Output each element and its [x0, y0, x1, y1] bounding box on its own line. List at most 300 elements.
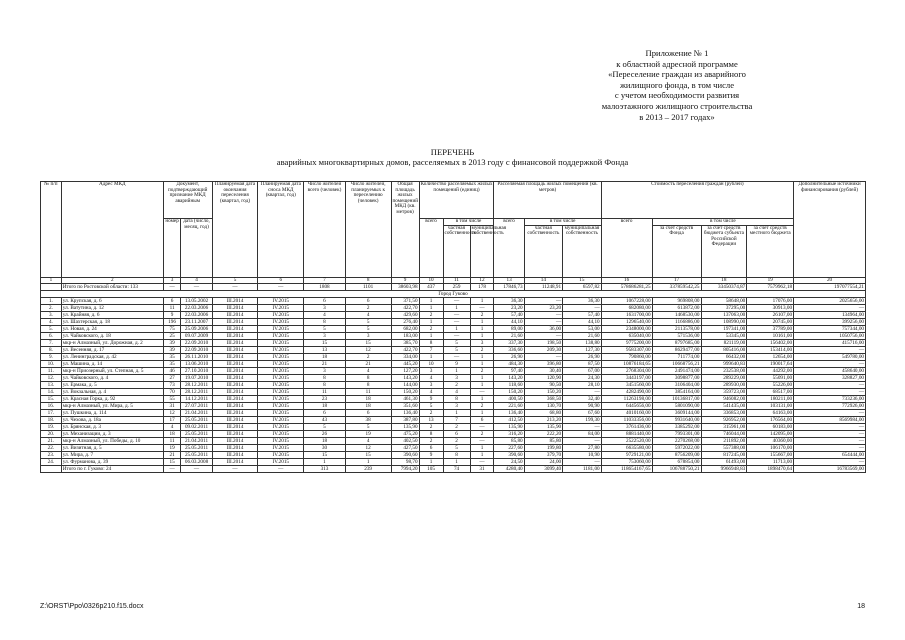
table-cell: 571536,00: [652, 332, 701, 339]
table-cell: 8: [419, 339, 443, 346]
table-cell: 24,50: [494, 458, 524, 465]
table-cell: 17846,73: [494, 283, 524, 290]
table-cell: мкр-н Алмазный, ул. Дорожная, д. 2: [61, 339, 163, 346]
table-cell: 178: [470, 283, 494, 290]
table-cell: 1.: [41, 297, 62, 304]
table-cell: 6445656,00: [601, 402, 652, 409]
table-cell: 11: [163, 437, 181, 444]
table-cell: 19.07.2010: [181, 374, 212, 381]
table-cell: IV.2015: [258, 339, 304, 346]
table-cell: 144,00: [391, 381, 419, 388]
table-cell: 387,80: [391, 416, 419, 423]
table-cell: 315961,00: [701, 423, 747, 430]
table-cell: 43: [304, 416, 346, 423]
table-cell: 422,70: [391, 304, 419, 311]
table-cell: 74: [443, 465, 470, 472]
table-cell: —: [443, 297, 470, 304]
table-cell: 8881440,00: [601, 430, 652, 437]
table-cell: 30,40: [524, 367, 562, 374]
table-cell: 199,80: [524, 444, 562, 451]
table-cell: 39: [163, 346, 181, 353]
table-cell: III.2014: [212, 430, 258, 437]
table-cell: 37789,00: [747, 325, 794, 332]
table-cell: 390,60: [494, 451, 524, 458]
table-cell: 66432,00: [701, 353, 747, 360]
table-cell: 12: [470, 277, 494, 283]
table-cell: 4: [345, 367, 391, 374]
table-cell: 24,30: [563, 374, 602, 381]
table-cell: 12: [163, 409, 181, 416]
table-cell: —: [794, 409, 866, 416]
table-cell: 541435,00: [701, 402, 747, 409]
total-city-row: [41, 465, 866, 472]
table-cell: 1808: [304, 283, 346, 290]
table-cell: —: [258, 283, 304, 290]
table-cell: IV.2015: [258, 437, 304, 444]
header-cost-total: всего: [601, 219, 652, 278]
table-cell: 17: [652, 277, 701, 283]
table-cell: 8.: [41, 346, 62, 353]
table-cell: 239: [345, 465, 391, 472]
table-cell: III.2014: [212, 423, 258, 430]
table-cell: IV.2015: [258, 381, 304, 388]
table-cell: 21: [304, 360, 346, 367]
table-cell: 33450374,87: [701, 283, 747, 290]
table-cell: 26,90: [494, 353, 524, 360]
table-cell: 53345,00: [701, 332, 747, 339]
table-row: [41, 409, 866, 416]
table-cell: 10668756,21: [652, 360, 701, 367]
table-cell: 2: [470, 346, 494, 353]
table-cell: 3: [419, 381, 443, 388]
annex-line: с учетом необходимости развития: [614, 90, 740, 101]
table-cell: 21: [163, 451, 181, 458]
table-cell: 2: [470, 311, 494, 318]
table-cell: 55: [163, 395, 181, 402]
header-area: Общая площадь жилых помещений МКД (кв. метров): [391, 182, 419, 278]
table-cell: 578686281,25: [601, 283, 652, 290]
table-cell: 5801090,00: [652, 402, 701, 409]
table-row: [41, 311, 866, 318]
table-cell: 328827,00: [794, 374, 866, 381]
table-cell: 39: [163, 339, 181, 346]
table-cell: 18.: [41, 416, 62, 423]
table-cell: 9775200,00: [601, 339, 652, 346]
table-cell: 36,00: [524, 325, 562, 332]
table-cell: 1: [419, 297, 443, 304]
table-cell: 21,60: [494, 332, 524, 339]
table-cell: 445,20: [391, 360, 419, 367]
table-cell: —: [794, 346, 866, 353]
table-cell: 6: [163, 297, 181, 304]
table-cell: 89,00: [494, 325, 524, 332]
table-cell: 22.: [41, 444, 62, 451]
table-cell: 753060,00: [601, 458, 652, 465]
table-cell: 3: [304, 304, 346, 311]
document-title: [0, 147, 905, 167]
table-cell: 6: [443, 430, 470, 437]
table-cell: —: [563, 388, 602, 395]
table-cell: 196: [163, 318, 181, 325]
header-sq-total: всего: [494, 219, 524, 278]
table-cell: 127,20: [391, 367, 419, 374]
table-cell: —: [470, 458, 494, 465]
table-cell: 97,40: [494, 367, 524, 374]
table-cell: 127,30: [563, 346, 602, 353]
table-cell: III.2014: [212, 437, 258, 444]
table-cell: —: [163, 465, 181, 472]
table-cell: —: [163, 283, 181, 290]
table-cell: 58648,00: [701, 297, 747, 304]
table-cell: 198,50: [524, 339, 562, 346]
table-cell: 105: [419, 465, 443, 472]
table-cell: 2491474,00: [652, 367, 701, 374]
table-cell: 2: [419, 311, 443, 318]
table-cell: 28.12.2011: [181, 381, 212, 388]
table-cell: —: [794, 304, 866, 311]
table-cell: 9729121,00: [601, 451, 652, 458]
table-cell: 402,50: [391, 437, 419, 444]
table-cell: 19.: [41, 423, 62, 430]
table-cell: 3385292,00: [652, 423, 701, 430]
table-cell: 14.12.2011: [181, 395, 212, 402]
table-cell: 1: [470, 444, 494, 451]
table-cell: 1: [419, 458, 443, 465]
table-cell: 259: [443, 283, 470, 290]
table-cell: 3: [443, 374, 470, 381]
table-cell: 10: [419, 277, 443, 283]
table-cell: мкр-н Алмазный, ул. Мира, д. 5: [61, 402, 163, 409]
table-cell: 11.: [41, 367, 62, 374]
table-cell: 1101: [345, 283, 391, 290]
table-cell: 13.05.2002: [181, 297, 212, 304]
table-cell: 197077554,21: [794, 283, 866, 290]
table-cell: 28.12.2011: [181, 388, 212, 395]
table-cell: —: [470, 304, 494, 311]
table-cell: 8: [304, 374, 346, 381]
table-cell: III.2014: [212, 360, 258, 367]
table-cell: 999640,83: [701, 360, 747, 367]
table-cell: 7994,20: [391, 465, 419, 472]
table-cell: 14.: [41, 388, 62, 395]
table-cell: 368,50: [524, 395, 562, 402]
table-cell: 156402,00: [747, 339, 794, 346]
table-cell: 4282490,00: [601, 388, 652, 395]
table-cell: 336853,00: [701, 409, 747, 416]
table-cell: 4: [181, 277, 212, 283]
table-cell: 437: [419, 283, 443, 290]
table-cell: 25: [163, 332, 181, 339]
table-cell: 1: [470, 318, 494, 325]
table-cell: 2: [419, 325, 443, 332]
table-cell: 711774,00: [652, 353, 701, 360]
table-cell: 8: [304, 318, 346, 325]
annex-line: Приложение № 1: [645, 48, 709, 58]
table-cell: 20745,00: [747, 318, 794, 325]
table-cell: —: [563, 304, 602, 311]
table-cell: IV.2015: [258, 423, 304, 430]
table-cell: 211892,00: [701, 437, 747, 444]
city-name: Город Гуково: [41, 290, 866, 297]
table-cell: 926952,00: [701, 416, 747, 423]
table-cell: 2: [470, 402, 494, 409]
table-cell: —: [794, 360, 866, 367]
table-cell: 137063,00: [701, 311, 747, 318]
table-cell: 678854,00: [652, 458, 701, 465]
table-cell: 1: [470, 409, 494, 416]
table-cell: 461,30: [391, 395, 419, 402]
table-cell: 150,20: [391, 388, 419, 395]
table-cell: 3451560,00: [601, 381, 652, 388]
table-cell: 8: [443, 395, 470, 402]
table-cell: 12: [345, 346, 391, 353]
table-cell: 68517,00: [747, 388, 794, 395]
table-cell: 654444,00: [794, 451, 866, 458]
table-cell: 15: [304, 451, 346, 458]
table-row: [41, 388, 866, 395]
table-cell: 11: [163, 304, 181, 311]
table-cell: 21,60: [563, 332, 602, 339]
table-cell: мкр-н Алмазный, ул. Победы, д. 10: [61, 437, 163, 444]
table-cell: 337859542,25: [652, 283, 701, 290]
table-cell: 138,80: [563, 339, 602, 346]
table-cell: 18: [345, 395, 391, 402]
table-cell: 106788750,21: [652, 465, 701, 472]
table-cell: IV.2015: [258, 325, 304, 332]
table-cell: 1: [443, 325, 470, 332]
table-cell: 1: [470, 353, 494, 360]
table-cell: 25.05.2011: [181, 444, 212, 451]
table-cell: 3854164,00: [652, 388, 701, 395]
table-cell: 1: [470, 381, 494, 388]
table-cell: 64163,00: [747, 409, 794, 416]
table-cell: 15: [563, 277, 602, 283]
table-cell: 8: [345, 374, 391, 381]
table-cell: 36,30: [494, 297, 524, 304]
table-cell: 6: [345, 409, 391, 416]
table-cell: III.2014: [212, 444, 258, 451]
table-cell: IV.2015: [258, 297, 304, 304]
table-cell: 1: [419, 318, 443, 325]
table-cell: 3: [345, 332, 391, 339]
table-cell: 6: [258, 277, 304, 283]
table-cell: 13: [304, 346, 346, 353]
table-cell: 18: [701, 277, 747, 283]
table-cell: IV.2015: [258, 360, 304, 367]
table-cell: 9: [419, 395, 443, 402]
table-cell: 199,30: [563, 416, 602, 423]
header-cost-local: за счет средств местного бюджета: [747, 225, 794, 277]
table-cell: 1181,00: [563, 465, 602, 472]
table-cell: III.2014: [212, 381, 258, 388]
table-cell: ул. Новая, д. 24: [61, 325, 163, 332]
table-cell: III.2014: [212, 339, 258, 346]
table-cell: 6: [345, 297, 391, 304]
table-cell: 805416,00: [701, 346, 747, 353]
resettlement-table: [40, 181, 866, 473]
table-cell: 11033356,00: [601, 416, 652, 423]
header-planned-residents: Число жителей, планируемых к переселению (человек): [345, 182, 391, 278]
table-cell: 8: [304, 381, 346, 388]
table-cell: [41, 465, 62, 472]
total-region-row: [41, 283, 866, 290]
table-cell: 371,50: [391, 297, 419, 304]
header-cost-incl: в том числе: [652, 219, 793, 226]
table-cell: 23.: [41, 451, 62, 458]
table-cell: 20: [794, 277, 866, 283]
table-cell: 3: [304, 332, 346, 339]
table-cell: 16783569,00: [794, 465, 866, 472]
header-rooms-private: частная собственность: [443, 225, 470, 277]
table-cell: 733236,00: [794, 395, 866, 402]
table-row: [41, 346, 866, 353]
table-cell: —: [443, 318, 470, 325]
table-row: [41, 395, 866, 402]
table-cell: 1631700,00: [601, 311, 652, 318]
table-cell: 336,60: [494, 346, 524, 353]
table-cell: 4: [419, 374, 443, 381]
table-cell: 44,10: [563, 318, 602, 325]
table-cell: 25.05.2011: [181, 430, 212, 437]
table-cell: 27.10.2010: [181, 367, 212, 374]
table-cell: 385,70: [391, 339, 419, 346]
table-cell: 38603,98: [391, 283, 419, 290]
table-cell: 3: [304, 367, 346, 374]
table-cell: 24,00: [524, 458, 562, 465]
table-cell: 14: [524, 277, 562, 283]
table-cell: 35: [163, 360, 181, 367]
header-extra: Дополнительные источники финансирования (рублей): [794, 182, 866, 278]
table-cell: 3609144,00: [652, 409, 701, 416]
table-row: [41, 437, 866, 444]
header-planned-end: Планируемая дата окончания переселения (квартал, год): [212, 182, 258, 278]
table-cell: 10,90: [563, 451, 602, 458]
table-cell: 5: [345, 325, 391, 332]
table-cell: III.2014: [212, 367, 258, 374]
table-cell: мкр-н Приозерный, ул. Степная, д. 5: [61, 367, 163, 374]
table-cell: 1: [470, 360, 494, 367]
table-cell: 90,90: [563, 402, 602, 409]
table-cell: ул. Вокзальная, д. 4: [61, 388, 163, 395]
table-cell: 1: [443, 304, 470, 311]
table-cell: 2: [419, 437, 443, 444]
table-cell: 31: [163, 402, 181, 409]
table-cell: —: [794, 430, 866, 437]
table-cell: 1: [41, 277, 62, 283]
table-cell: 8: [345, 381, 391, 388]
table-cell: IV.2015: [258, 353, 304, 360]
table-cell: 85,80: [494, 437, 524, 444]
table-cell: —: [181, 465, 212, 472]
header-cost-subject: за счет средств бюджета субъекта Российской Федерации: [701, 225, 747, 277]
table-cell: —: [794, 423, 866, 430]
table-cell: ул. Шахтерская, д. 18: [61, 318, 163, 325]
table-cell: III.2014: [212, 402, 258, 409]
table-row: [41, 451, 866, 458]
table-cell: 135,90: [391, 423, 419, 430]
header-sq-private: частная собственность: [524, 225, 562, 277]
table-cell: 18: [304, 402, 346, 409]
table-cell: 98,70: [391, 458, 419, 465]
table-cell: 5: [443, 444, 470, 451]
table-cell: 3099,40: [524, 465, 562, 472]
table-cell: 1: [470, 325, 494, 332]
table-cell: 55091,00: [747, 374, 794, 381]
table-cell: 8629477,00: [652, 346, 701, 353]
table-cell: 20.: [41, 430, 62, 437]
table-cell: 1: [470, 374, 494, 381]
annex-line: малоэтажного жилищного строительства: [601, 100, 753, 111]
table-cell: 757344,00: [794, 325, 866, 332]
table-cell: —: [524, 353, 562, 360]
table-cell: 213,20: [524, 416, 562, 423]
table-cell: 289229,00: [701, 374, 747, 381]
table-cell: —: [524, 297, 562, 304]
table-cell: 4: [443, 388, 470, 395]
table-cell: 2: [443, 437, 470, 444]
table-cell: 67,60: [563, 409, 602, 416]
table-cell: —: [524, 318, 562, 325]
table-cell: 13: [419, 416, 443, 423]
table-cell: 09.07.2009: [181, 332, 212, 339]
annex-block: [527, 48, 827, 122]
table-cell: 5: [304, 325, 346, 332]
table-cell: 68,80: [524, 409, 562, 416]
table-cell: 61493,00: [701, 458, 747, 465]
table-cell: 73: [163, 381, 181, 388]
table-cell: IV.2015: [258, 409, 304, 416]
table-cell: 6.: [41, 332, 62, 339]
header-rooms: Количество расселяемых жилых помещений (единиц): [419, 182, 494, 219]
table-cell: 31: [470, 465, 494, 472]
table-cell: 44,10: [494, 318, 524, 325]
table-cell: 143,20: [494, 374, 524, 381]
annex-line: жилищного фонда, в том числе: [619, 79, 735, 90]
table-cell: ул. Пушкина, д. 114: [61, 409, 163, 416]
table-cell: 1050756,00: [794, 332, 866, 339]
table-cell: III.2014: [212, 318, 258, 325]
table-cell: 399256,00: [794, 318, 866, 325]
header-rooms-incl: в том числе: [443, 219, 494, 226]
table-cell: 21.04.2011: [181, 409, 212, 416]
table-cell: IV.2015: [258, 367, 304, 374]
table-cell: III.2014: [212, 409, 258, 416]
table-cell: 817245,00: [701, 451, 747, 458]
table-cell: III.2014: [212, 346, 258, 353]
table-cell: 8: [345, 277, 391, 283]
table-cell: 22.03.2006: [181, 304, 212, 311]
table-cell: 1898470,64: [747, 465, 794, 472]
table-cell: 21.: [41, 437, 62, 444]
table-cell: 4010160,00: [601, 409, 652, 416]
table-cell: 16.: [41, 402, 62, 409]
table-cell: 19: [345, 430, 391, 437]
table-cell: 135,90: [524, 423, 562, 430]
table-cell: 176564,00: [747, 416, 794, 423]
table-row: [41, 339, 866, 346]
table-cell: 4280,40: [494, 465, 524, 472]
table-cell: 19: [747, 277, 794, 283]
table-cell: 40360,00: [747, 437, 794, 444]
table-cell: 3: [419, 367, 443, 374]
table-cell: 3098877,00: [652, 374, 701, 381]
table-cell: 26107,00: [747, 311, 794, 318]
table-cell: 130,70: [524, 402, 562, 409]
table-row: [41, 325, 866, 332]
table-cell: 9931640,00: [652, 416, 701, 423]
table-cell: 7: [443, 416, 470, 423]
table-cell: 11248,91: [524, 283, 562, 290]
